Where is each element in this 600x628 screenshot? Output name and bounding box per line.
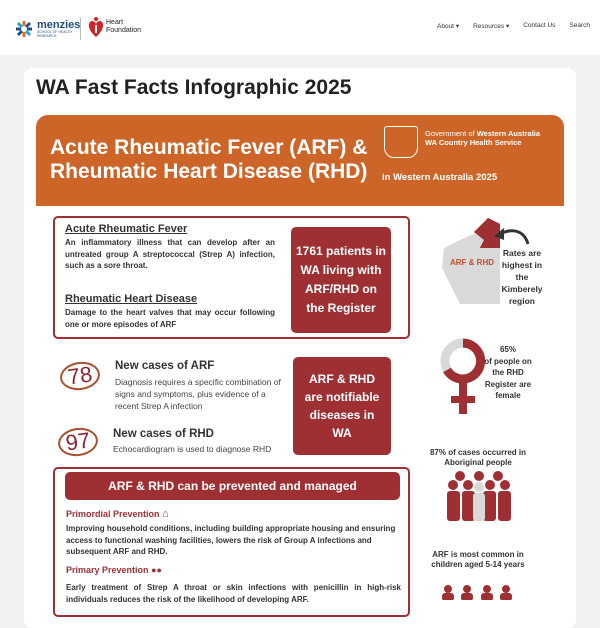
banner-subtitle: in Western Australia 2025 (382, 172, 498, 183)
prevention-heading: ARF & RHD can be prevented and managed (65, 472, 400, 500)
arf-definition: An inflammatory illness that can develop after an untreated group A streptococcal (Strep A) infection, such as a sore throat. (65, 238, 275, 270)
register-count-box: 1761 patients in WA living with ARF/RHD on the Register (291, 227, 391, 333)
aboriginal-stat: 87% of cases occurred in Aboriginal people (429, 448, 527, 467)
arf-cases-title: New cases of ARF (115, 360, 215, 372)
rhd-cases-title: New cases of RHD (113, 428, 214, 440)
page-title: WA Fast Facts Infographic 2025 (36, 76, 352, 99)
children-stat: ARF is most common in children aged 5-14 years (431, 550, 525, 569)
menzies-icon (14, 20, 34, 38)
rhd-cases-text: Echocardiogram is used to diagnose RHD (113, 444, 272, 454)
arf-count: 78 (58, 359, 102, 392)
arf-title: Acute Rheumatic Fever (65, 223, 188, 235)
wa-crest-icon (384, 126, 418, 158)
map-text: Rates are highest in the Kimberely region (501, 248, 543, 306)
logo-divider (80, 18, 81, 40)
primary-text: Early treatment of Strep A throat or skin infections with penicillin in high-risk individuals reduces the risk of the likelihood of developing ARF. (66, 583, 401, 604)
nav-contact[interactable]: Contact Us (523, 22, 556, 29)
people-group-icon (446, 470, 512, 522)
nav-resources[interactable]: Resources ▾ (473, 23, 510, 30)
nav-about[interactable]: About ▾ (437, 23, 460, 30)
chevron-down-icon: ▾ (455, 23, 460, 30)
rhd-title: Rheumatic Heart Disease (65, 293, 198, 305)
primordial-text: Improving household conditions, including building appropriate housing and ensuring access to functional washing facilities, lowers the risk of Group A infections and subsequent ARF and RHD. (66, 524, 396, 556)
notifiable-box: ARF & RHD are notifiable diseases in WA (293, 357, 391, 455)
main-nav (437, 22, 590, 30)
gov-wa-logo-text: Government of Western Australia WA Country Health Service (425, 129, 541, 147)
map-label: ARF & RHD (450, 258, 494, 267)
nav-search[interactable]: Search (569, 22, 590, 29)
pills-icon: ●● (151, 565, 162, 575)
primordial-title: Primordial Prevention ⌂ (66, 508, 169, 520)
arf-cases-text: Diagnosis requires a specific combination of signs and symptoms, plus evidence of a recent Strep A infection (115, 377, 281, 411)
female-stat: 65% of people on the RHD Register are female (484, 345, 532, 400)
rhd-count: 97 (56, 425, 100, 458)
house-icon: ⌂ (162, 508, 169, 520)
female-symbol-icon (440, 338, 486, 416)
heart-foundation-logo[interactable]: Heart Foundation (88, 16, 138, 38)
rhd-definition: Damage to the heart valves that may occur following one or more episodes of ARF (65, 308, 275, 329)
chevron-down-icon: ▾ (505, 23, 510, 30)
children-icon (440, 584, 516, 600)
arrow-icon (492, 224, 532, 246)
banner-title: Acute Rheumatic Fever (ARF) & Rheumatic Heart Disease (RHD) (50, 136, 368, 183)
menzies-logo[interactable]: menzies SCHOOL OF HEALTH RESEARCH (14, 20, 82, 38)
heart-icon (88, 16, 104, 38)
primary-title: Primary Prevention ●● (66, 565, 162, 575)
